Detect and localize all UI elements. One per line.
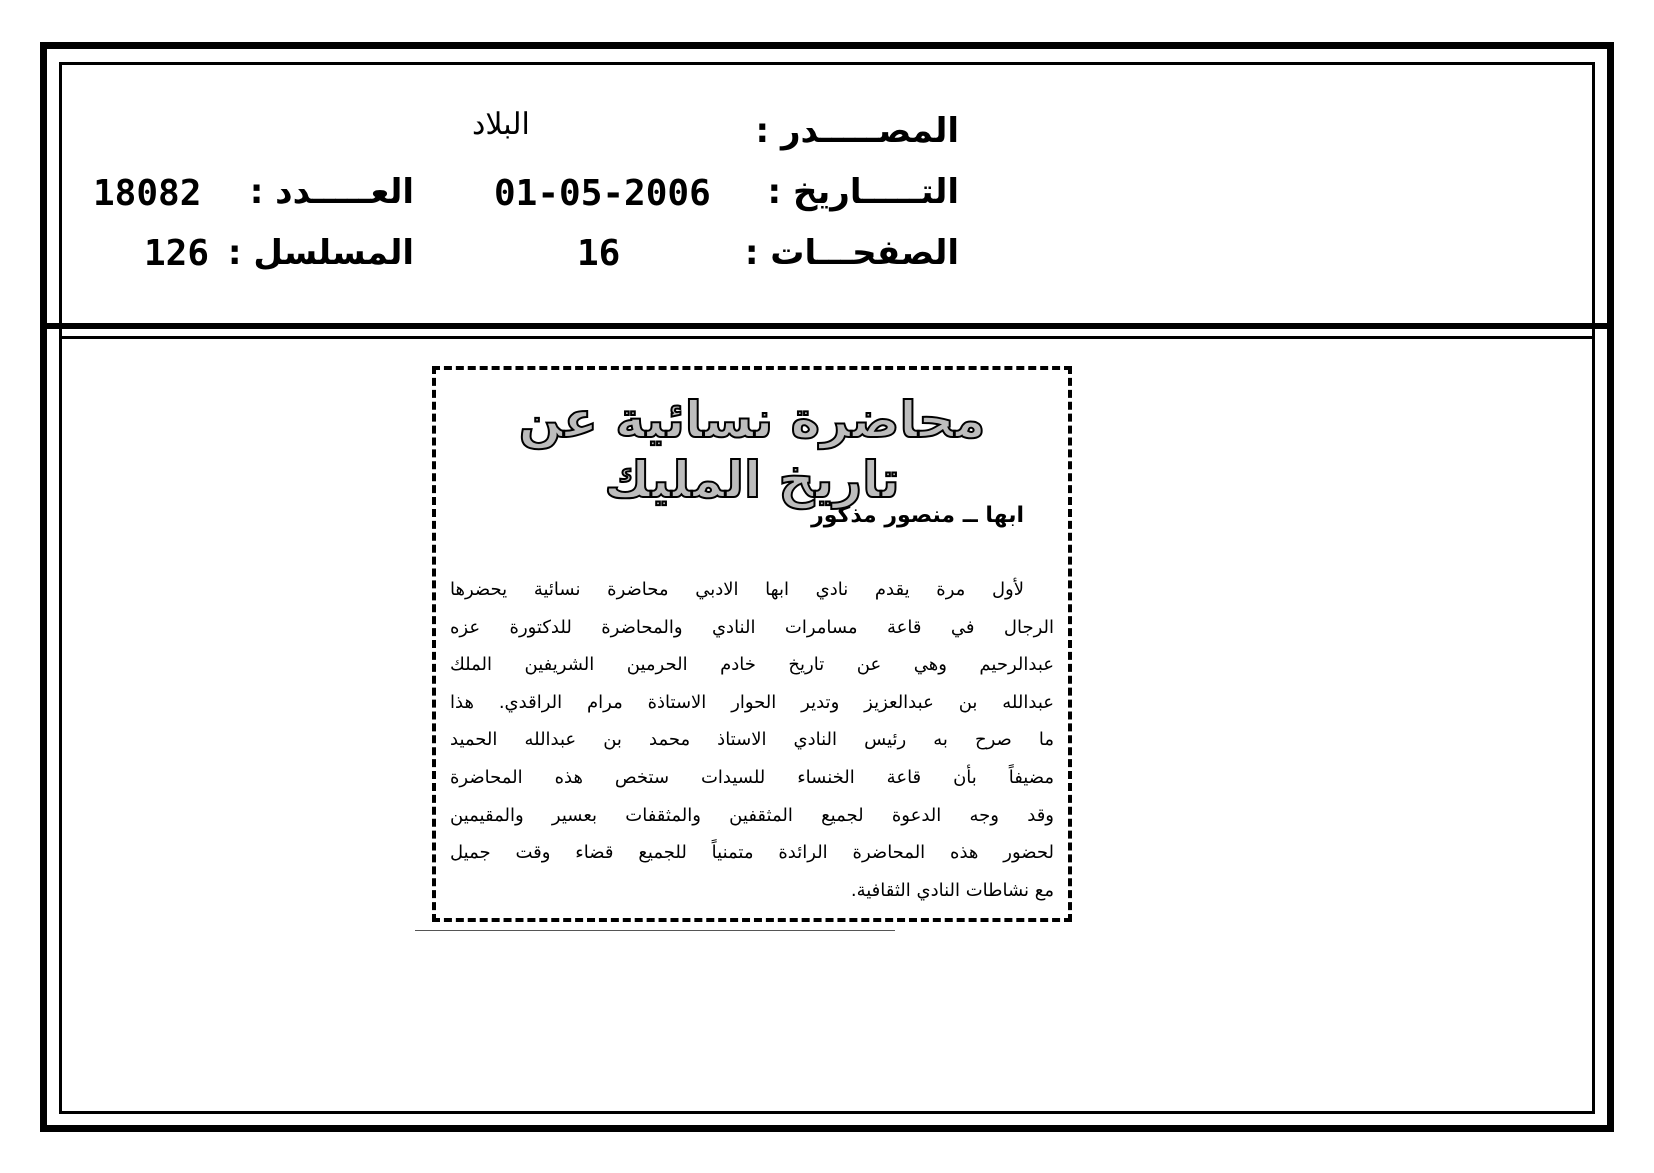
article-line: مع نشاطات النادي الثقافية. [850, 879, 1054, 901]
serial-label: المسلسل : [227, 233, 414, 273]
header-divider-thick [40, 323, 1614, 329]
article-line: لأول مرة يقدم نادي ابها الادبي محاضرة نسائية يحضرها [450, 579, 1024, 600]
article-headline: محاضرة نسائية عن تاريخ المليك [518, 391, 986, 509]
pages-value: 16 [577, 233, 621, 274]
serial-value: 126 [144, 233, 210, 274]
article-clipping [432, 366, 1072, 922]
article-line: لحضور هذه المحاضرة الرائدة متمنياً للجميع قضاء وقت جميل [450, 842, 1054, 864]
article-line: عبدالرحيم وهي عن تاريخ خادم الحرمين الشريفين الملك [450, 654, 1054, 676]
issue-label: العـــــدد : [249, 172, 414, 212]
article-line: وقد وجه الدعوة لجميع المثقفين والمثقفات بعسير والمقيمين [450, 804, 1054, 826]
issue-value: 18082 [93, 173, 202, 214]
header-divider-thin [59, 336, 1595, 339]
article-line: ما صرح به رئيس النادي الاستاذ محمد بن عبدالله الحميد [450, 729, 1054, 751]
article-body [450, 571, 1054, 909]
article-line: الرجال في قاعة مسامرات النادي والمحاضرة للدكتورة عزه [450, 616, 1054, 638]
clipping-underline [415, 930, 895, 931]
article-line: عبدالله بن عبدالعزيز وتدير الحوار الاستاذة مرام الراقدي. هذا [450, 691, 1054, 713]
date-label: التـــــاريخ : [767, 172, 959, 212]
source-label: المصـــــدر : [755, 111, 959, 151]
article-line: مضيفاً بأن قاعة الخنساء للسيدات ستخص هذه المحاضرة [450, 766, 1054, 788]
article-byline: ابها ــ منصور مذكور [811, 503, 1024, 528]
date-value: 01-05-2006 [494, 173, 711, 214]
pages-label: الصفحـــات : [744, 233, 959, 273]
source-value: البلاد [472, 107, 530, 142]
